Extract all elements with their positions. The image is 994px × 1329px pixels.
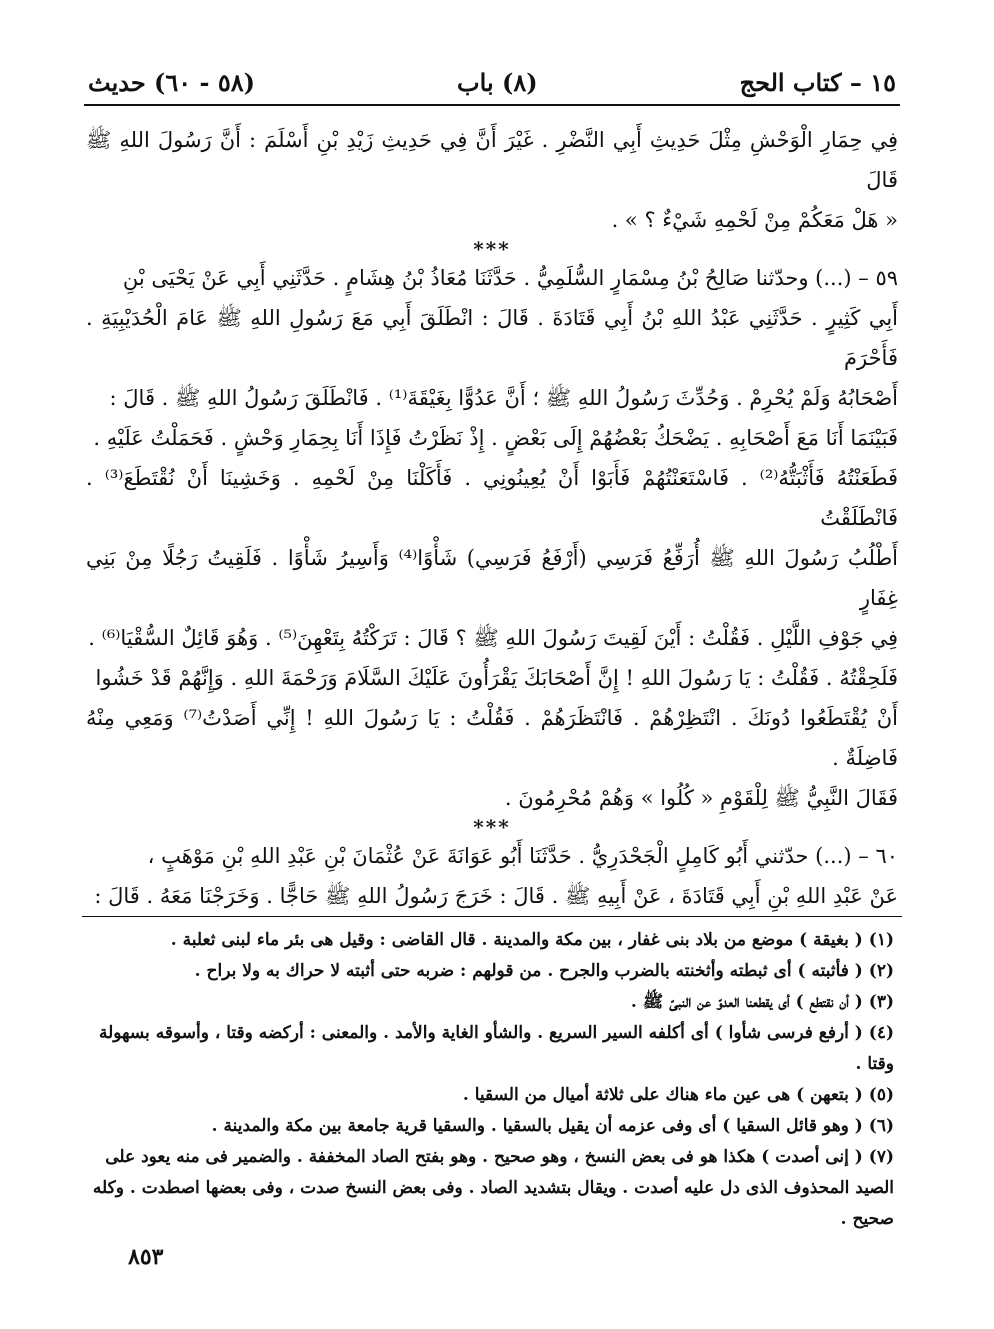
hadith-59-line: أَبِي كَثِيرٍ . حَدَّثَنِي عَبْدُ اللهِ بْنُ أَبِي قَتَادَةَ . قَالَ : انْطَلَقَ أَبِي مَعَ رَسُولِ اللهِ ﷺ عَامَ الْحُدَيْبِيَةِ . فَأَحْرَمَ [86, 306, 898, 370]
hadith-59-line: أَطْلُبُ رَسُولَ اللهِ ﷺ أُرَفِّعُ فَرَسِي (أَرْفَعُ فَرَسِي) شَأْوًا⁽⁴⁾ وَأَسِيرُ شَأْوًا . فَلَقِيتُ رَجُلًا مِنْ بَنِي غِفَارٍ [86, 546, 899, 610]
footnote-7: (٧) ( إنى أصدت ) هكذا هو فى بعض النسخ ، وهو صحيح . وهو بفتح الصاد المخففة . والضمير فى منه يعود على [105, 1147, 894, 1167]
hadith-60-line: ٦٠ – (...) حدّثني أَبُو كَامِلٍ الْجَحْدَرِيُّ . حَدَّثَنَا أَبُو عَوَانَةَ عَنْ عُثْمَانَ بْنِ عَبْدِ اللهِ بْنِ مَوْهَبٍ ، [147, 844, 898, 868]
hadith-59-line: ٥٩ – (...) وحدّثنا صَالِحُ بْنُ مِسْمَارٍ السُّلَمِيُّ . حَدَّثَنَا مُعَاذُ بْنُ هِشَامٍ . حَدَّثَنِي أَبِي عَنْ يَحْيَى بْنِ [122, 266, 898, 290]
page-number: ٨٥٣ [128, 1244, 164, 1270]
running-header [88, 62, 896, 102]
text-line: « هَلْ مَعَكُمْ مِنْ لَحْمِهِ شَيْءٌ ؟ » . [611, 208, 898, 232]
hadith-60-line: عَنْ عَبْدِ اللهِ بْنِ أَبِي قَتَادَةَ ، عَنْ أَبِيهِ ﷺ . قَالَ : خَرَجَ رَسُولُ اللهِ ﷺ حَاجًّا . وَخَرَجْنَا مَعَهُ . قَالَ : [94, 884, 898, 908]
header-divider [84, 104, 900, 106]
footnote-divider [82, 916, 902, 917]
footnote-1: (١) ( بغيقة ) موضع من بلاد بنى غفار ، بين مكة والمدينة . قال القاضى : وقيل هى بئر ماء لبنى ثعلبة . [170, 930, 894, 950]
hadith-59-line: أَنْ يُقْتَطَعُوا دُونَكَ . انْتَظِرْهُمْ . فَانْتَظَرَهُمْ . فَقُلْتُ : يَا رَسُولَ اللهِ ! إِنِّي أَصَدْتُ⁽⁷⁾ وَمَعِي مِنْهُ فَاضِلَةٌ . [86, 706, 898, 770]
hadith-59-line: أَصْحَابُهُ وَلَمْ يُحْرِمْ . وَحُدِّثَ رَسُولُ اللهِ ﷺ ؛ أَنَّ عَدُوًّا بِغَيْقَةَ⁽¹⁾ . فَانْطَلَقَ رَسُولُ اللهِ ﷺ . قَالَ : [109, 386, 898, 410]
main-text [86, 120, 898, 916]
header-hadith-range: (٥٨ - ٦٠) حديث [88, 67, 255, 97]
hadith-59-line: فَطَعَنْتُهُ فَأَثْبَتُّهُ⁽²⁾ . فَاسْتَعَنْتُهُمْ فَأَبَوْا أَنْ يُعِينُونِي . فَأَكَلْنَا مِنْ لَحْمِهِ . وَخَشِينَا أَنْ نُقْتَطَعَ⁽³⁾ . فَانْطَلَقْتُ [86, 466, 898, 530]
header-chapter: (٨) باب [457, 67, 538, 97]
footnote-6: (٦) ( وهو قائل السقيا ) أى وفى عزمه أن يقيل بالسقيا . والسقيا قرية جامعة بين مكة والمدينة . [211, 1116, 894, 1136]
footnote-7-continuation: الصيد المحذوف الذى دل عليه أصدت . ويقال بتشديد الصاد . وفى بعض النسخ صدت ، وفى بعضها اصطدت . وكله صحيح . [92, 1178, 894, 1229]
section-separator: *** [473, 815, 511, 839]
hadith-59-line: فَقَالَ النَّبِيُّ ﷺ لِلْقَوْمِ « كُلُوا » وَهُمْ مُحْرِمُونَ . [504, 786, 898, 810]
header-book-title: ١٥ – كتاب الحج [739, 67, 896, 97]
hadith-59-line: فَبَيْنَمَا أَنَا مَعَ أَصْحَابِهِ . يَضْحَكُ بَعْضُهُمْ إِلَى بَعْضٍ . إِذْ نَظَرْتُ فَإِذَا أَنَا بِحِمَارِ وَحْشٍ . فَحَمَلْتُ عَلَيْهِ . [93, 426, 898, 450]
section-separator: *** [473, 237, 511, 261]
footnote-2: (٢) ( فأثبته ) أى ثبطته وأثخنته بالضرب والجرح . من قولهم : ضربه حتى أثبته لا حراك به ولا براح . [194, 961, 894, 981]
footnote-5: (٥) ( بتعهن ) هى عين ماء هناك على ثلاثة أميال من السقيا . [462, 1085, 894, 1105]
footnotes [86, 925, 894, 1235]
footnote-3: (٣) ( أن نقتطع ) أى يقطعنا العدوّ عن النبىّ ﷺ . [630, 992, 894, 1012]
text-line: فِي حِمَارِ الْوَحْشِ مِثْلَ حَدِيثِ أَبِي النَّضْرِ . غَيْرَ أَنَّ فِي حَدِيثِ زَيْدِ بْنِ أَسْلَمَ : أَنَّ رَسُولَ اللهِ ﷺ قَالَ [86, 128, 898, 192]
hadith-59-line: فَلَحِقْتُهُ . فَقُلْتُ : يَا رَسُولَ اللهِ ! إِنَّ أَصْحَابَكَ يَقْرَأُونَ عَلَيْكَ السَّلَامَ وَرَحْمَةَ اللهِ . وَإِنَّهُمْ قَدْ خَشُوا [95, 666, 898, 690]
hadith-59-line: فِي جَوْفِ اللَّيْلِ . فَقُلْتُ : أَيْنَ لَقِيتَ رَسُولَ اللهِ ﷺ ؟ قَالَ : تَرَكْتُهُ بِتَعْهِنَ⁽⁵⁾ . وَهُوَ قَائِلٌ السُّقْيَا⁽⁶⁾ . [88, 626, 898, 650]
footnote-4: (٤) ( أرفع فرسى شأوا ) أى أكلفه السير السريع . والشأو الغاية والأمد . والمعنى : أركضه وقتا ، وأسوقه بسهولة وقتا . [98, 1023, 894, 1074]
